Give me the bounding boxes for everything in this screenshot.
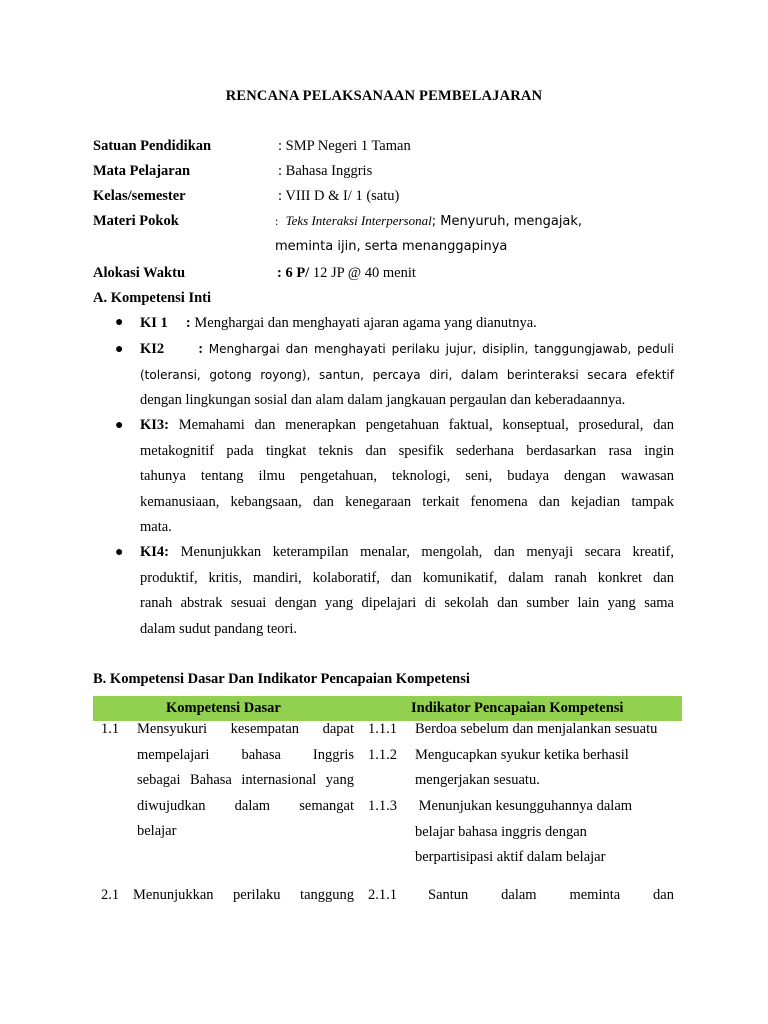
kd-line: belajar (137, 823, 177, 839)
bullet-icon: ● (115, 545, 124, 560)
indicator-text: Menunjukan kesungguhannya dalam (415, 798, 633, 814)
meta-value: : VIII D & I/ 1 (satu) (278, 188, 400, 204)
meta-value-rest: ; Menyuruh, mengajak, (431, 214, 583, 229)
ki-line: (toleransi, gotong royong), santun, percaya diri, dalam berinteraksi secara efektif (140, 367, 674, 382)
meta-value-bold: : 6 P/ (277, 265, 310, 281)
meta-label: Satuan Pendidikan (93, 138, 212, 154)
ki-4 (140, 540, 674, 642)
indicator-text: Santun dalam meminta dan (428, 887, 674, 903)
ki-label: KI4: (140, 544, 169, 560)
ki-label: KI 1 (140, 315, 168, 331)
indicator-text: Berdoa sebelum dan menjalankan sesuatu (415, 721, 658, 737)
meta-value: : SMP Negeri 1 Taman (278, 138, 411, 154)
ki-line: ranah abstrak sesuai dengan yang dipelajari di sekolah dan sumber lain yang sama (140, 595, 674, 611)
kd-line: Mensyukuri kesempatan dapat (137, 721, 354, 737)
meta-value-rest: 12 JP @ 40 menit (309, 265, 416, 281)
bullet-icon: ● (115, 315, 124, 330)
ki-text: Menghargai dan menghayati perilaku jujur, disiplin, tanggungjawab, peduli (208, 342, 675, 356)
kd-line: sebagai Bahasa internasional yang (137, 772, 354, 788)
meta-value (275, 210, 582, 233)
ki-line: dengan lingkungan sosial dan alam dalam jangkauan pergaulan dan keberadaannya. (140, 392, 626, 408)
section-kompetensi-dasar: B. Kompetensi Dasar Dan Indikator Pencapaian Kompetensi (93, 671, 470, 687)
ki-label: KI2 (140, 341, 165, 357)
ki-line (140, 413, 674, 439)
indicator-text: mengerjakan sesuatu. (415, 772, 540, 788)
kd-number: 2.1 (101, 887, 120, 903)
ki-line: kemanusiaan, kebangsaan, dan kenegaraan terkait fenomena dan kejadian tampak (140, 493, 674, 510)
ki-text: Memahami dan menerapkan pengetahuan faktual, konseptual, prosedural, dan (178, 417, 675, 433)
ki-line: mata. (140, 519, 172, 535)
ki-2 (140, 337, 674, 414)
ki-line (140, 540, 674, 566)
meta-value (277, 262, 416, 284)
indicator-number: 1.1.2 (368, 747, 397, 763)
document-title: RENCANA PELAKSANAAN PEMBELAJARAN (225, 88, 543, 104)
kd-line: mempelajari bahasa Inggris (137, 746, 354, 763)
ki-1 (140, 311, 674, 337)
ki-line: metakognitif pada tingkat teknis dan spesifik sederhana berdasarkan rasa ingin (140, 442, 674, 459)
table-header-kd: Kompetensi Dasar (166, 700, 281, 716)
meta-value: meminta ijin, serta menanggapinya (275, 239, 508, 254)
meta-value: : Bahasa Inggris (278, 163, 373, 179)
meta-sep: : (275, 214, 279, 228)
indicator-number: 2.1.1 (368, 887, 397, 903)
indicator-text: berpartisipasi aktif dalam belajar (415, 849, 606, 865)
meta-value-italic: Teks Interaksi Interpersonal (285, 213, 432, 228)
bullet-icon: ● (115, 342, 124, 357)
meta-label: Materi Pokok (93, 213, 179, 229)
indicator-number: 1.1.3 (368, 798, 397, 814)
ki-sep: : (185, 315, 191, 331)
kd-line: Menunjukkan perilaku tanggung (133, 887, 354, 903)
kd-number: 1.1 (101, 721, 120, 737)
ki-3 (140, 413, 674, 541)
indicator-text: belajar bahasa inggris dengan (415, 824, 587, 840)
ki-line: produktif, kritis, mandiri, kolaboratif, dan komunikatif, dalam ranah konkret dan (140, 569, 674, 586)
ki-line (140, 337, 674, 363)
kd-text (137, 717, 354, 845)
indicator-text: Mengucapkan syukur ketika berhasil (415, 747, 629, 763)
table-header-ipk: Indikator Pencapaian Kompetensi (411, 700, 624, 716)
ki-text: Menunjukkan keterampilan menalar, mengolah, dan menyaji secara kreatif, (180, 544, 675, 560)
meta-label: Alokasi Waktu (93, 265, 186, 281)
meta-label: Kelas/semester (93, 188, 186, 204)
ki-label: KI3: (140, 417, 169, 433)
meta-label: Mata Pelajaran (93, 163, 191, 179)
ki-line: dalam sudut pandang teori. (140, 620, 298, 637)
section-kompetensi-inti: A. Kompetensi Inti (93, 290, 212, 306)
kd-line: diwujudkan dalam semangat (137, 797, 354, 814)
ki-sep: : (198, 341, 204, 357)
ki-text: Menghargai dan menghayati ajaran agama yang dianutnya. (194, 315, 537, 331)
ki-line: tahunya tentang ilmu pengetahuan, teknologi, seni, budaya dengan wawasan (140, 468, 674, 484)
indicator-number: 1.1.1 (368, 721, 397, 737)
bullet-icon: ● (115, 418, 124, 433)
